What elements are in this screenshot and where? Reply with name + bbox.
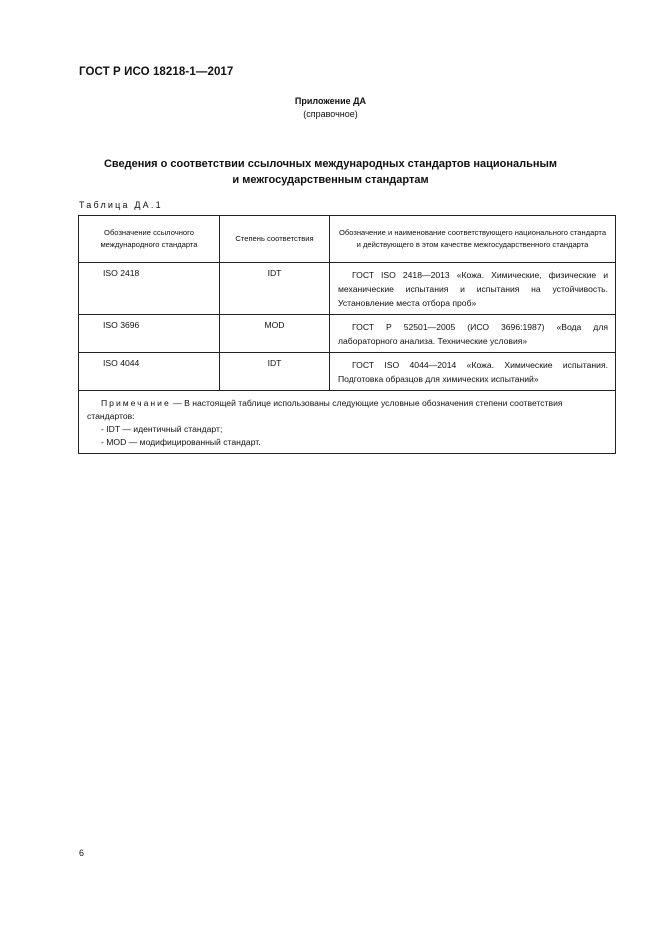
national-standard-text: ГОСТ Р 52501—2005 (ИСО 3696:1987) «Вода для лабораторного анализа. Технические условия» [338,322,608,346]
national-standard-cell [330,263,616,315]
column-header-national-standard: Обозначение и наименование соответствующего национального стандарта и действующего в этом качестве межгосударственного стандарта [330,216,616,263]
note-paragraph [87,397,607,423]
document-designation: ГОСТ Р ИСО 18218-1—2017 [79,66,234,78]
section-title-line-1: Сведения о соответствии ссылочных международных стандартов национальным [103,158,558,170]
standard-code-cell: ISO 3696 [79,315,220,353]
column-header-degree: Степень соответствия [220,216,330,263]
degree-cell: IDT [220,263,330,315]
standard-code-cell: ISO 2418 [79,263,220,315]
table-note-row [79,391,616,454]
column-header-international-standard: Обозначение ссылочного международного стандарта [79,216,220,263]
table-note [79,391,616,454]
section-title-line-2: и межгосударственным стандартам [232,174,429,186]
note-text: — В настоящей таблице использованы следующие условные обозначения степени соответствия стандартов: [87,398,563,421]
national-standard-cell [330,353,616,391]
page-number: 6 [79,848,85,858]
note-list-item: - IDT — идентичный стандарт; [101,424,223,434]
national-standard-text: ГОСТ ISO 4044—2014 «Кожа. Химические испытания. Подготовка образцов для химических испытаний» [338,360,608,384]
annex-subtitle: (справочное) [303,109,358,119]
note-list-item: - MOD — модифицированный стандарт. [101,437,261,447]
degree-cell: MOD [220,315,330,353]
table-row [79,315,616,353]
note-label: Примечание [101,398,171,408]
correspondence-table [78,215,615,454]
standard-code-cell: ISO 4044 [79,353,220,391]
annex-heading [0,95,661,121]
degree-cell: IDT [220,353,330,391]
section-title [0,156,661,188]
table-row [79,353,616,391]
table-caption: Таблица ДА.1 [79,200,163,210]
table-row [79,263,616,315]
table-header-row [79,216,616,263]
national-standard-text: ГОСТ ISO 2418—2013 «Кожа. Химические, физические и механические испытания и испытания на устойчивость. Установление места отбора проб» [338,270,608,308]
national-standard-cell [330,315,616,353]
annex-title: Приложение ДА [294,96,367,106]
